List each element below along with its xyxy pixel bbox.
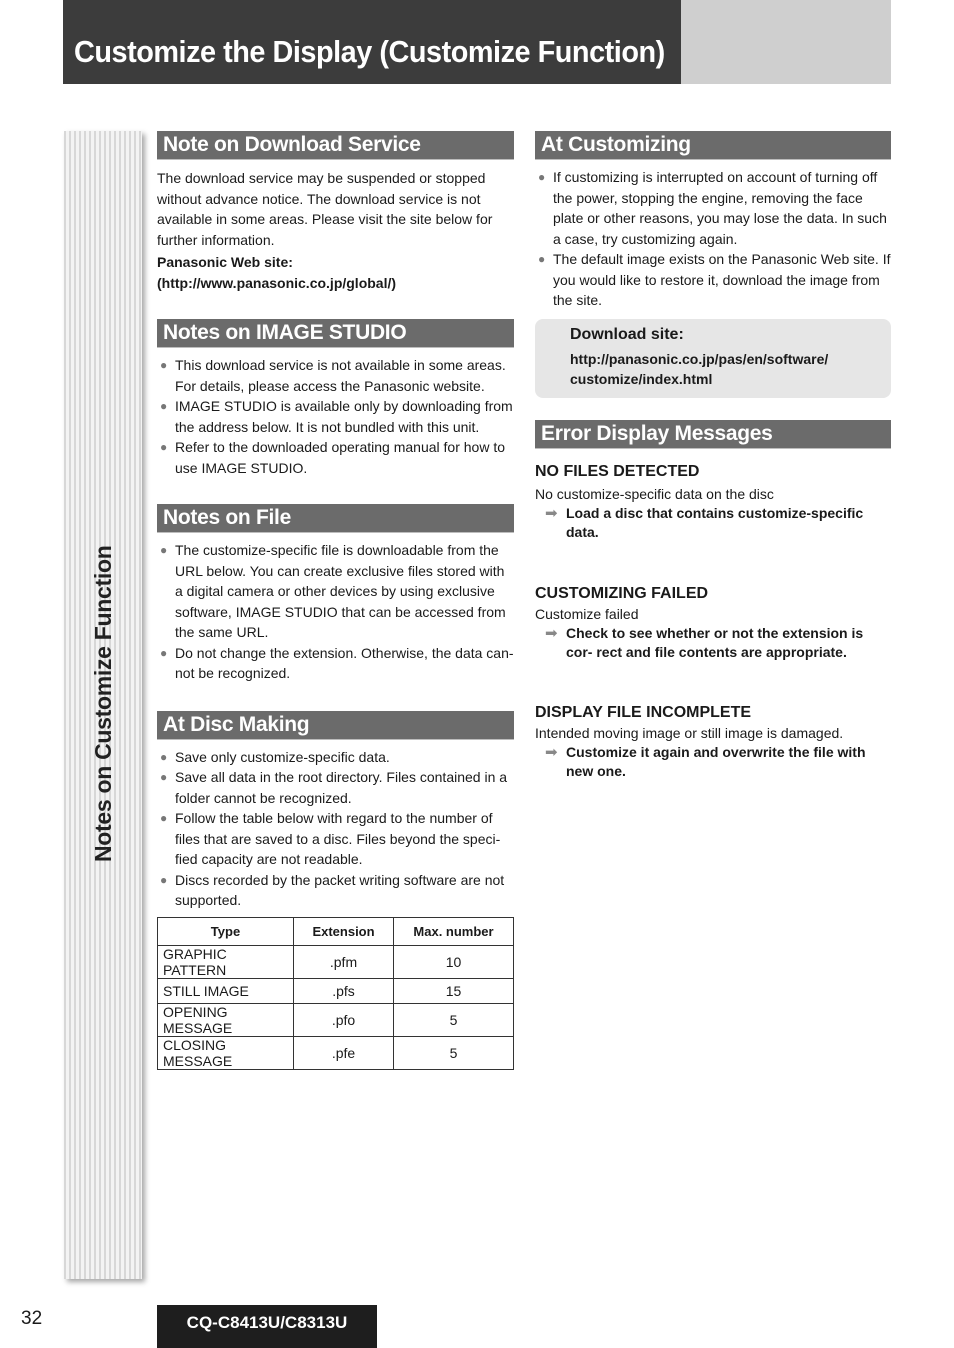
table-row <box>158 1036 514 1069</box>
bullet-dot-icon: ● <box>160 358 168 372</box>
column-header: Type <box>158 917 294 945</box>
table-cell: .pfs <box>294 978 394 1003</box>
table-cell: 15 <box>394 978 514 1003</box>
table-cell: .pfm <box>294 945 394 978</box>
bullet-dot-icon: ● <box>160 770 168 784</box>
download-site-label: Download site: <box>570 325 684 343</box>
table-row <box>158 1003 514 1036</box>
bullet-dot-icon: ● <box>160 749 168 764</box>
bullet-dot-icon: ● <box>160 872 168 887</box>
list-item-text: The default image exists on the Panasonic Web site. If you would like to restore it, download the image from the site. <box>553 251 891 308</box>
table-cell: 10 <box>394 945 514 978</box>
error-item <box>535 584 891 662</box>
left-column <box>157 131 514 1070</box>
right-column <box>535 131 891 781</box>
list-item <box>157 870 514 911</box>
error-title: CUSTOMIZING FAILED <box>535 584 709 602</box>
list-item-text: IMAGE STUDIO is available only by downloading from the address below. It is not bundled with this unit. <box>175 398 513 435</box>
error-messages-section <box>535 420 891 781</box>
list-item-text: This download service is not available in some areas. For details, please access the Panasonic website. <box>175 357 506 394</box>
error-action-text: Customize it again and overwrite the file with new one. <box>566 743 866 779</box>
arrow-right-icon: ➡ <box>545 504 558 522</box>
bullet-dot-icon: ● <box>160 543 168 557</box>
bullet-dot-icon: ● <box>538 252 546 266</box>
section-heading: At Disc Making <box>157 711 514 740</box>
table-cell: 5 <box>394 1036 514 1069</box>
table-cell: GRAPHIC PATTERN <box>158 945 294 978</box>
error-action-text: Load a disc that contains customize-specific data. <box>566 504 864 540</box>
table-cell: CLOSING MESSAGE <box>158 1036 294 1069</box>
error-action <box>535 743 891 781</box>
list-item <box>535 167 891 249</box>
disc-making-section <box>157 711 514 1070</box>
list-item <box>157 540 514 643</box>
error-title: DISPLAY FILE INCOMPLETE <box>535 703 752 721</box>
list-item <box>157 437 514 478</box>
error-description: Intended moving image or still image is damaged. <box>535 724 844 741</box>
section-heading: Note on Download Service <box>157 131 514 160</box>
error-description: No customize-specific data on the disc <box>535 485 774 502</box>
list-item <box>157 808 514 870</box>
file-types-table <box>157 917 514 1070</box>
table-row <box>158 945 514 978</box>
page-number: 32 <box>21 1308 43 1329</box>
error-action <box>535 504 891 542</box>
section-heading: Notes on File <box>157 504 514 533</box>
list-item-text: Save only customize-specific data. <box>175 748 390 765</box>
arrow-right-icon: ➡ <box>545 624 558 642</box>
section-heading: Error Display Messages <box>535 420 891 449</box>
list-item <box>157 747 514 768</box>
column-header: Max. number <box>394 917 514 945</box>
download-site-box <box>535 319 891 398</box>
bullet-dot-icon: ● <box>160 811 168 825</box>
download-service-text: The download service may be suspended or stopped without advance notice. The download service is not available in some areas. Please visit the site below for further information. <box>157 170 493 248</box>
bullet-dot-icon: ● <box>160 645 168 660</box>
list-item <box>157 643 514 684</box>
list-item-text: Discs recorded by the packet writing software are not supported. <box>175 871 505 908</box>
error-item <box>535 703 891 781</box>
table-cell: OPENING MESSAGE <box>158 1003 294 1036</box>
list-item-text: Save all data in the root directory. Files contained in a folder cannot be recognized. <box>175 769 508 806</box>
arrow-right-icon: ➡ <box>545 743 558 761</box>
header-accent-block <box>681 0 891 84</box>
error-item <box>535 462 891 542</box>
bullet-dot-icon: ● <box>160 440 168 454</box>
web-site-label: Panasonic Web site: <box>157 254 293 270</box>
notes-on-file-section <box>157 504 514 684</box>
download-site-url: http://panasonic.co.jp/pas/en/software/ customize/index.html <box>570 350 829 387</box>
list-item <box>157 355 514 396</box>
error-action-text: Check to see whether or not the extension is cor- rect and file contents are appropriate. <box>566 624 864 660</box>
table-row <box>158 978 514 1003</box>
download-service-section <box>157 131 514 293</box>
table-cell: 5 <box>394 1003 514 1036</box>
bullet-dot-icon: ● <box>538 170 546 184</box>
list-item-text: The customize-specific file is downloadable from the URL below. You can create exclusive files stored with a digital camera or other devices by using exclusive software, IMAGE STUDIO that can be accessed from the same URL. <box>175 542 506 640</box>
list-item-text: If customizing is interrupted on account of turning off the power, stopping the engine, removing the face plate or other reasons, you may lose the data. In such a case, try customizing again. <box>553 169 887 247</box>
table-cell: .pfo <box>294 1003 394 1036</box>
side-label: Notes on Customize Function <box>90 545 116 862</box>
list-item <box>535 249 891 311</box>
list-item <box>157 396 514 437</box>
at-customizing-section <box>535 131 891 398</box>
table-cell: .pfe <box>294 1036 394 1069</box>
list-item <box>157 767 514 808</box>
image-studio-list <box>157 355 514 478</box>
list-item-text: Follow the table below with regard to the number of files that are saved to a disc. Files beyond the speci- fied capacity are not readable. <box>175 810 501 867</box>
column-header: Extension <box>294 917 394 945</box>
error-title: NO FILES DETECTED <box>535 462 700 480</box>
section-heading: Notes on IMAGE STUDIO <box>157 319 514 348</box>
page-title: Customize the Display (Customize Function) <box>74 34 665 69</box>
image-studio-section <box>157 319 514 478</box>
model-number: CQ-C8413U/C8313U <box>157 1305 377 1348</box>
section-heading: At Customizing <box>535 131 891 160</box>
disc-making-list <box>157 747 514 911</box>
notes-on-file-list <box>157 540 514 684</box>
at-customizing-list <box>535 167 891 311</box>
list-item-text: Do not change the extension. Otherwise, the data can- not be recognized. <box>175 644 514 681</box>
list-item-text: Refer to the downloaded operating manual for how to use IMAGE STUDIO. <box>175 439 505 476</box>
bullet-dot-icon: ● <box>160 399 168 413</box>
error-action <box>535 624 891 662</box>
error-description: Customize failed <box>535 605 639 622</box>
table-header-row <box>158 917 514 945</box>
web-site-url: (http://www.panasonic.co.jp/global/) <box>157 274 397 291</box>
table-cell: STILL IMAGE <box>158 978 294 1003</box>
